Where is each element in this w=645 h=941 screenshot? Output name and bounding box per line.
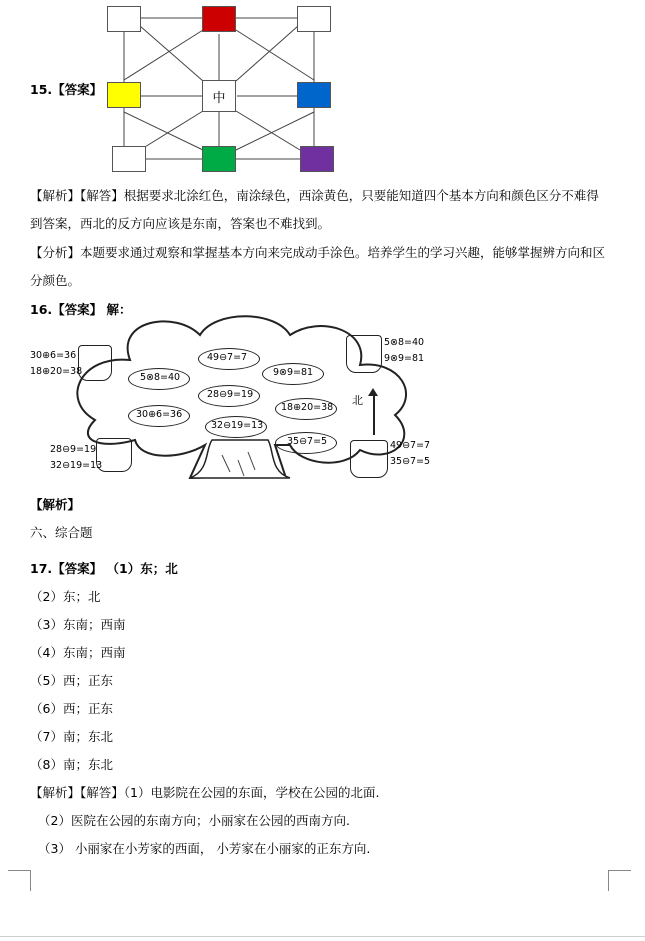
q15-analysis-line1: 【解析】【解答】根据要求北涂红色，南涂绿色，西涂黄色，只要能知道四个基本方向和颜色区分不难得 [30,188,599,203]
q17-answer-6: （6）西；正东 [30,701,113,716]
page-bottom-edge [0,936,645,937]
center-char: 中 [212,90,226,106]
q15-label: 15.【答案】 [30,82,103,97]
apple-label: 49⊖7=7 [207,352,248,363]
north-arrow-line [373,395,375,435]
bucket-tl-eq2: 18⊕20=38 [30,366,83,377]
apple-label: 35⊖7=5 [287,436,328,447]
bucket-br-eq2: 35⊖7=5 [390,456,431,467]
bucket-tr-eq2: 9⊗9=81 [384,353,425,364]
apple-label: 30⊕6=36 [136,409,183,420]
bucket-bl-eq1: 28⊖9=19 [50,444,97,455]
q15-analysis-line2: 到答案，西北的反方向应该是东南，答案也不难找到。 [30,216,331,231]
bucket-tr-eq1: 5⊗8=40 [384,337,425,348]
page-corner-right [608,870,631,891]
north-arrow-head [368,388,378,396]
apple-label: 28⊖9=19 [207,389,254,400]
q17-analysis-3: （3） 小丽家在小芳家的西面， 小芳家在小丽家的正东方向. [38,841,371,856]
bucket-top-right [346,335,382,373]
q17-answer-8: （8）南；东北 [30,757,113,772]
bucket-bottom-right [350,440,388,478]
q17-analysis-1: 【解析】【解答】（1）电影院在公园的东面，学校在公园的北面. [30,785,380,800]
q15-fenxi-line2: 分颜色。 [30,273,81,288]
apple-label: 32⊖19=13 [211,420,264,431]
q17-answer-4: （4）东南；西南 [30,645,126,660]
q17-answer-1: 17.【答案】 （1）东；北 [30,561,178,576]
q16-analysis: 【解析】 [30,497,81,512]
section-6-title: 六、综合题 [30,525,93,540]
q17-answer-3: （3）东南；西南 [30,617,126,632]
q15-fenxi-line1: 【分析】本题要求通过观察和掌握基本方向来完成动手涂色。培养学生的学习兴趣，能够掌握辨方向和区 [30,245,606,260]
q17-answer-2: （2）东；北 [30,589,101,604]
bucket-top-left [78,345,112,381]
bucket-br-eq1: 49⊖7=7 [390,440,431,451]
north-label: 北 [352,394,363,407]
bucket-tl-eq1: 30⊕6=36 [30,350,77,361]
q17-answer-5: （5）西；正东 [30,673,113,688]
apple-label: 5⊗8=40 [140,372,181,383]
apple-label: 9⊗9=81 [273,367,314,378]
page-corner-left [8,870,31,891]
q17-analysis-2: （2）医院在公园的东南方向；小丽家在公园的西南方向. [38,813,350,828]
bucket-bl-eq2: 32⊖19=13 [50,460,103,471]
apple-label: 18⊕20=38 [281,402,334,413]
q17-answer-7: （7）南；东北 [30,729,113,744]
q16-label: 16.【答案】 解： [30,302,132,317]
